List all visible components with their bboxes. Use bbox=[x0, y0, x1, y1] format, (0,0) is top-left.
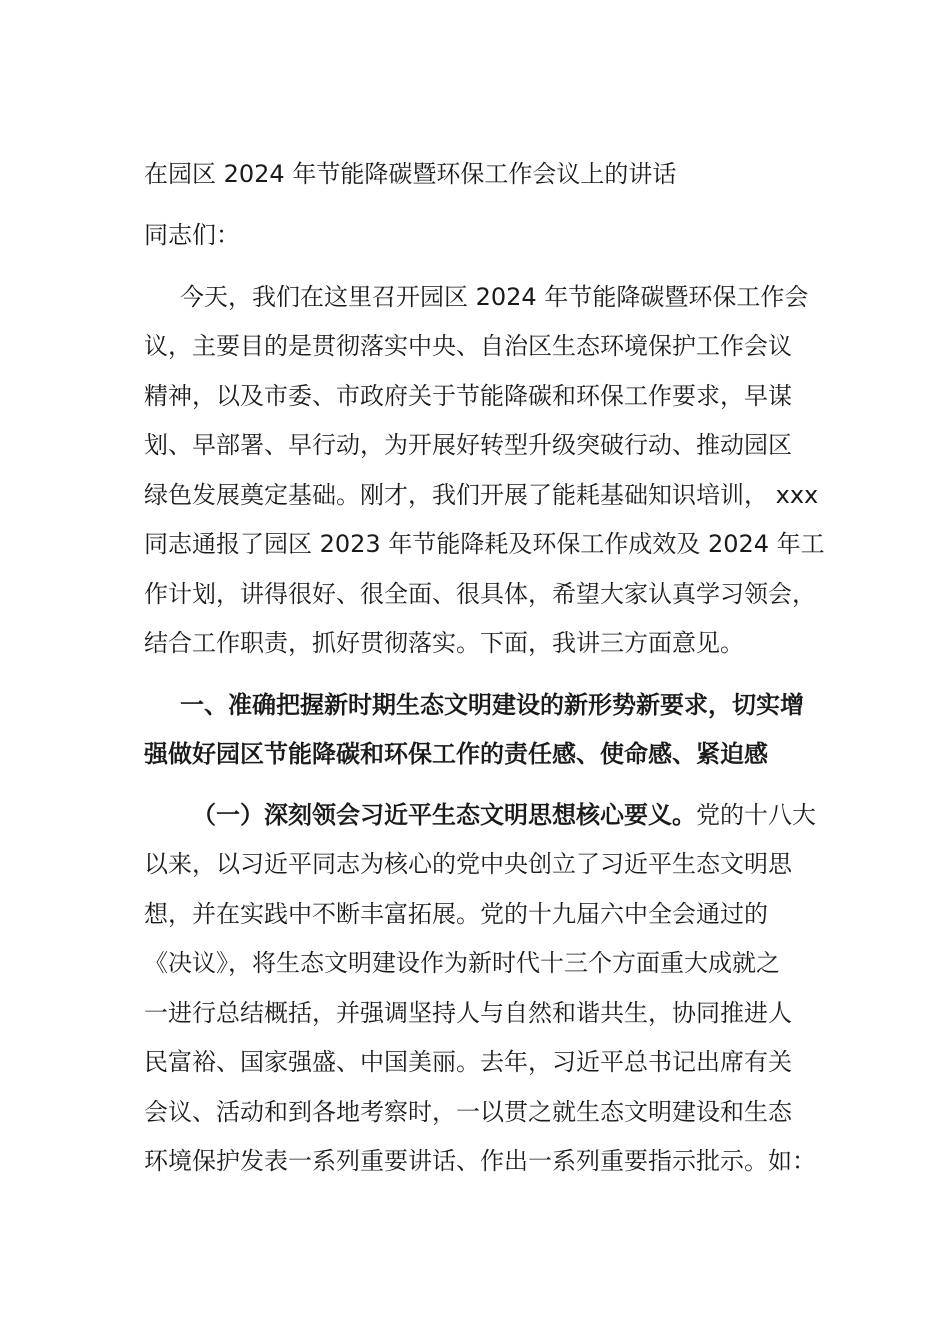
subsection-first-line bbox=[144, 791, 824, 841]
section-heading bbox=[144, 681, 824, 780]
paragraph-line: 同志通报了园区 2023 年节能降耗及环保工作成效及 2024 年工 bbox=[144, 530, 825, 558]
paragraph-line: 作计划，讲得很好、很全面、很具体，希望大家认真学习领会， bbox=[144, 579, 816, 608]
paragraph-line: 一进行总结概括，并强调坚持人与自然和谐共生，协同推进人 bbox=[144, 998, 792, 1027]
subsection-text: 党的十八大 bbox=[696, 800, 816, 829]
intro-paragraph bbox=[144, 273, 824, 669]
document-title: 在园区 2024 年节能降碳暨环保工作会议上的讲话 bbox=[144, 160, 677, 188]
paragraph-line: 结合工作职责，抓好贯彻落实。下面，我讲三方面意见。 bbox=[144, 629, 744, 657]
heading-line: 强做好园区节能降碳和环保工作的责任感、使命感、紧迫感 bbox=[144, 740, 768, 768]
paragraph-line: 想，并在实践中不断丰富拓展。党的十九届六中全会通过的 bbox=[144, 899, 768, 928]
paragraph-line: 环境保护发表一系列重要讲话、作出一系列重要指示批示。如： bbox=[144, 1147, 816, 1175]
paragraph-line: 精神，以及市委、市政府关于节能降碳和环保工作要求，早谋 bbox=[144, 381, 792, 410]
paragraph-line: 《决议》，将生态文明建设作为新时代十三个方面重大成就之 bbox=[144, 949, 780, 977]
paragraph-line: 会议、活动和到各地考察时，一以贯之就生态文明建设和生态 bbox=[144, 1097, 792, 1126]
paragraph-line: 今天，我们在这里召开园区 2024 年节能降碳暨环保工作会 bbox=[180, 282, 809, 311]
salutation: 同志们： bbox=[144, 221, 240, 249]
paragraph-line: 以来，以习近平同志为核心的党中央创立了习近平生态文明思 bbox=[144, 850, 792, 878]
heading-line: 一、准确把握新时期生态文明建设的新形势新要求，切实增 bbox=[180, 690, 804, 719]
subsection-heading: （一）深刻领会习近平生态文明思想核心要义。 bbox=[192, 800, 696, 829]
paragraph-line: 民富裕、国家强盛、中国美丽。去年，习近平总书记出席有关 bbox=[144, 1048, 792, 1076]
subsection-paragraph bbox=[144, 791, 824, 1187]
document-body bbox=[144, 150, 824, 1187]
paragraph-line: 划、早部署、早行动，为开展好转型升级突破行动、推动园区 bbox=[144, 431, 792, 459]
paragraph-line: 绿色发展奠定基础。刚才，我们开展了能耗基础知识培训， xxx bbox=[144, 480, 819, 509]
paragraph-line: 议，主要目的是贯彻落实中央、自治区生态环境保护工作会议 bbox=[144, 332, 792, 360]
